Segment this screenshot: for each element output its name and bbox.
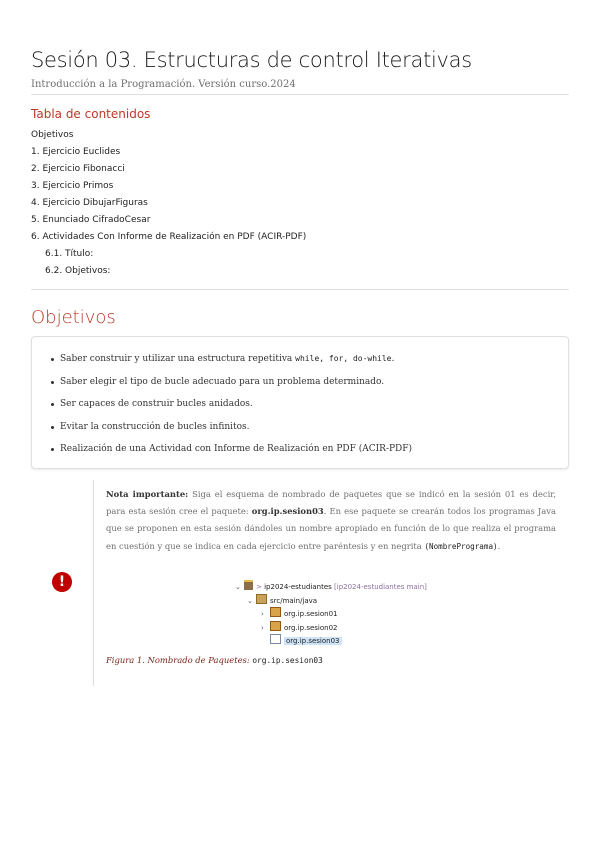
note-code-open: ( [424,541,430,551]
chevron-right-icon[interactable]: › [261,610,264,618]
list-item: Ser capaces de construir bucles anidados. [60,393,568,416]
toc-link-cifradocesar[interactable]: 5. Enunciado CifradoCesar [31,215,151,225]
chevron-right-icon[interactable]: › [261,623,264,632]
note-package: org.ip.sesion03 [251,506,324,517]
figure-caption: Figura 1. Nombrado de Paquetes: org.ip.sesion03 [106,655,323,665]
tree-row-package[interactable]: › org.ip.sesion01 [202,607,462,621]
toc-link-euclides[interactable]: 1. Ejercicio Euclides [31,147,121,157]
important-note [31,480,569,686]
note-label: Nota importante: [106,489,189,499]
chevron-down-icon[interactable]: ⌄ [235,583,241,591]
toc-link-primos[interactable]: 3. Ejercicio Primos [31,181,114,191]
package-icon [270,621,281,631]
list-item: Evitar la construcción de bucles infinitos. [60,416,568,439]
empty-package-icon [270,634,281,644]
note-code-close: ) [493,541,498,551]
package-tree-figure [202,580,462,648]
toc-link-titulo[interactable]: 6.1. Título: [45,249,94,259]
toc-link-objetivos-sub[interactable]: 6.2. Objetivos: [45,266,111,276]
toc-link-dibujarfiguras[interactable]: 4. Ejercicio DibujarFiguras [31,198,148,208]
caption-code: org.ip.sesion03 [252,656,323,665]
objetivos-list [32,337,568,461]
tree-row-package-selected[interactable]: org.ip.sesion03 [202,634,462,648]
toc-link-objetivos[interactable]: Objetivos [31,130,74,140]
list-item: Realización de una Actividad con Informe de Realización en PDF (ACIR-PDF) [60,438,568,461]
note-code: NombrePrograma [429,541,494,551]
source-folder-icon [256,594,267,604]
tree-row-package[interactable]: › org.ip.sesion02 [202,621,462,635]
toc-link-fibonacci[interactable]: 2. Ejercicio Fibonacci [31,164,125,174]
package-icon [270,607,281,617]
tree-row-project[interactable]: ⌄ > ip2024-estudiantes [ip2024-estudiantes main] [202,580,462,594]
page-subtitle: Introducción a la Programación. Versión curso.2024 [31,79,296,90]
objetivos-box [31,336,569,469]
toc-link-actividades[interactable]: 6. Actividades Con Informe de Realización en PDF (ACIR-PDF) [31,232,307,242]
list-item: Saber elegir el tipo de bucle adecuado para un problema determinado. [60,371,568,394]
toc-divider [31,289,569,290]
header-divider [31,94,569,95]
list-item: Saber construir y utilizar una estructura repetitiva while, for, do-while. [60,348,568,371]
inline-code: while, for, do-while [295,354,392,363]
caution-icon: ! [52,572,72,592]
table-of-contents [31,127,306,280]
toc-title: Tabla de contenidos [31,107,151,121]
page-title: Sesión 03. Estructuras de control Iterativas [31,48,472,72]
note-text: Nota importante: Siga el esquema de nombrado de paquetes que se indicó en la sesión 01 es decir, para esta sesión cree el paquete: org.ip.sesion03. En ese paquete se crearán todos los programas Java que se proponen en esta sesión dándoles un nombre apropiado en función de lo que realiza el programa en cuestión y que se indica en cada ejercicio entre paréntesis y en negrita (NombrePrograma). [106,489,556,551]
chevron-down-icon[interactable]: ⌄ [247,596,253,605]
note-divider [93,480,94,686]
project-icon [244,580,253,590]
section-title-objetivos: Objetivos [31,307,116,328]
tree-row-src[interactable]: ⌄ src/main/java [202,594,462,608]
